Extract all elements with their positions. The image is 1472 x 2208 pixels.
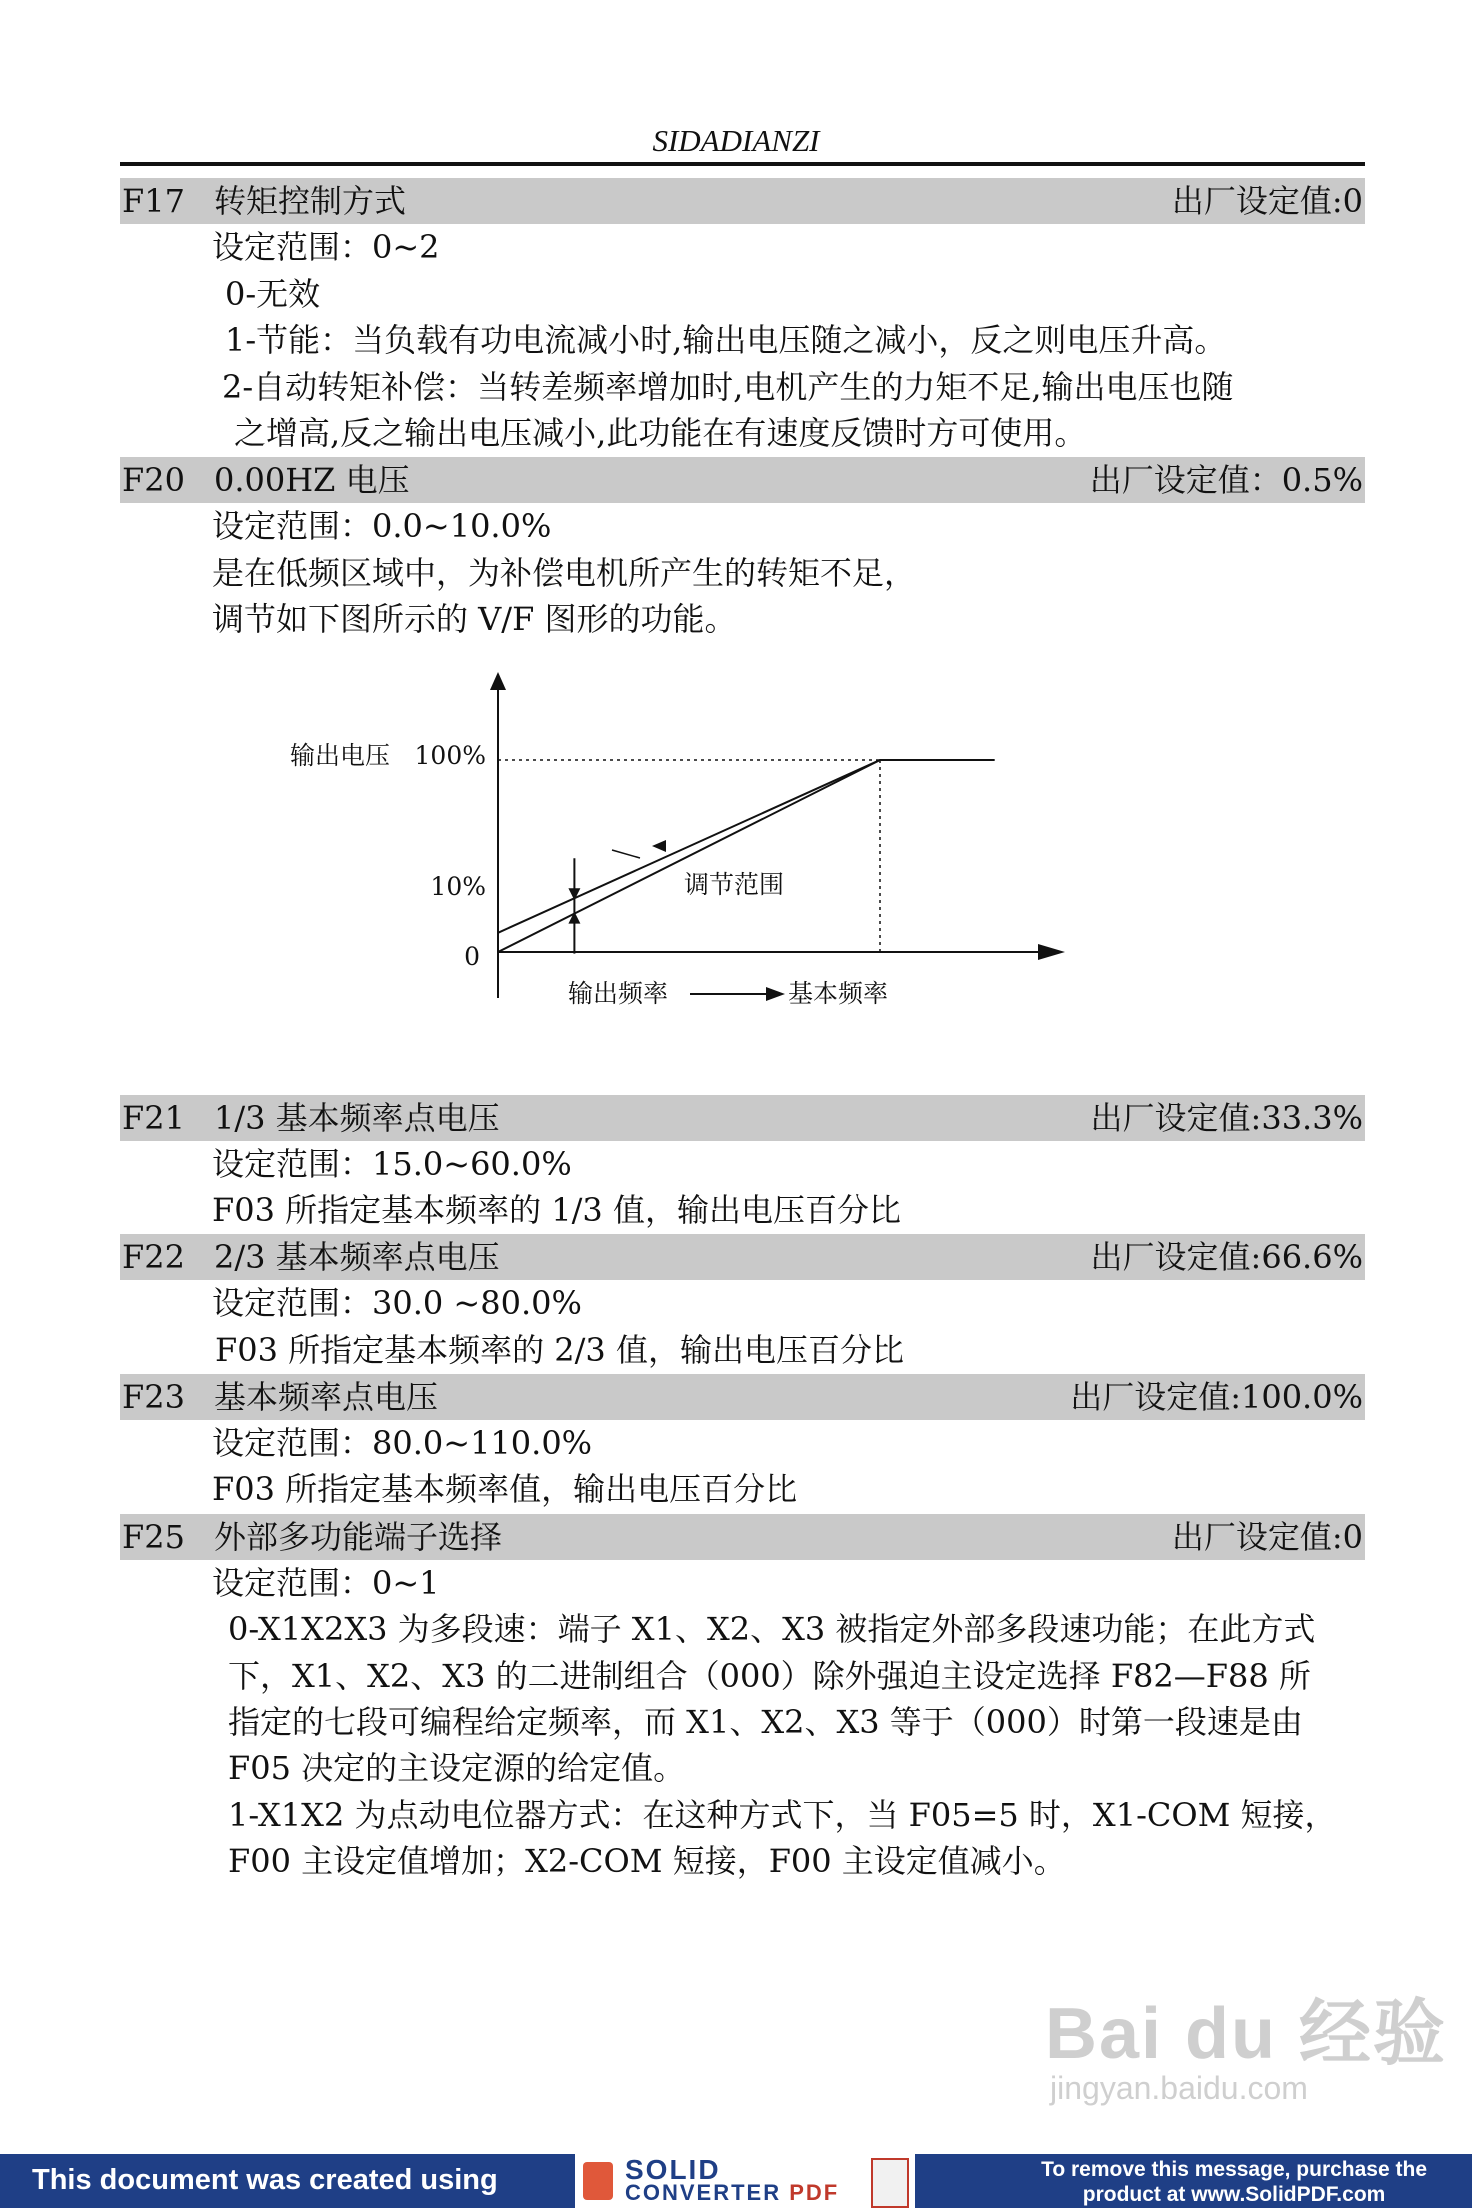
param-line: 设定范围：0.0~10.0% <box>212 507 552 545</box>
param-line: F03 所指定基本频率的 1/3 值，输出电压百分比 <box>212 1191 901 1229</box>
adjust-arrow-up <box>568 912 580 924</box>
y-tick-0: 0 <box>464 942 480 971</box>
param-default: 出厂设定值：0.5% <box>1089 461 1363 499</box>
param-default: 出厂设定值:0 <box>1171 182 1363 220</box>
banner-left-text: This document was created using <box>32 2164 498 2196</box>
adjust-range-marker <box>568 858 580 953</box>
logo-line1: SOLID <box>625 2154 721 2185</box>
x-label-arrow-head <box>766 987 785 1001</box>
watermark-url: jingyan.baidu.com <box>1050 2070 1308 2106</box>
param-line: 设定范围：30.0 ~80.0% <box>212 1284 582 1322</box>
param-line: F05 决定的主设定源的给定值。 <box>228 1749 686 1787</box>
logo-pdf: PDF <box>789 2180 840 2205</box>
vf-chart <box>270 650 1100 1030</box>
banner-right-text <box>1041 2157 1427 2207</box>
param-line: 是在低频区域中，为补偿电机所产生的转矩不足， <box>212 554 917 592</box>
param-line: F00 主设定值增加；X2-COM 短接，F00 主设定值减小。 <box>228 1842 1066 1880</box>
y-tick-10: 10% <box>430 872 486 901</box>
param-name: 1/3 基本频率点电压 <box>214 1099 500 1137</box>
param-line: 设定范围：0~1 <box>212 1564 440 1602</box>
param-name: 基本频率点电压 <box>214 1378 439 1416</box>
param-default: 出厂设定值:66.6% <box>1090 1238 1363 1276</box>
param-default: 出厂设定值:0 <box>1171 1518 1363 1556</box>
param-line: 1-节能：当负载有功电流减小时,输出电压随之减小，反之则电压升高。 <box>225 321 1227 359</box>
param-name: 0.00HZ 电压 <box>214 461 410 499</box>
param-line: F03 所指定基本频率的 2/3 值，输出电压百分比 <box>215 1331 904 1369</box>
banner-right-line1: To remove this message, purchase the <box>1041 2158 1427 2181</box>
solid-logo-icon <box>583 2162 613 2200</box>
adjust-arrow-down <box>568 888 580 900</box>
param-line: 调节如下图所示的 V/F 图形的功能。 <box>212 600 737 638</box>
y-axis-label: 输出电压 <box>290 741 391 770</box>
param-bar-f21 <box>120 1095 1365 1141</box>
param-line: 指定的七段可编程给定频率，而 X1、X2、X3 等于（000）时第一段速是由 <box>228 1703 1303 1741</box>
baidu-watermark <box>1045 1975 1448 2106</box>
solid-converter-logo[interactable] <box>575 2154 915 2208</box>
param-line: 之增高,反之输出电压减小,此功能在有速度反馈时方可使用。 <box>234 414 1087 452</box>
param-name: 转矩控制方式 <box>214 182 407 220</box>
param-line: 0-无效 <box>225 275 321 313</box>
header-rule <box>120 162 1365 166</box>
param-line: 设定范围：80.0~110.0% <box>212 1424 593 1462</box>
param-name: 2/3 基本频率点电压 <box>214 1238 500 1276</box>
solidpdf-banner <box>0 2154 1472 2208</box>
param-bar-f25 <box>120 1514 1365 1560</box>
param-code: F23 <box>122 1378 185 1416</box>
param-line: F03 所指定基本频率值，输出电压百分比 <box>212 1470 798 1508</box>
param-line: 设定范围：0~2 <box>212 228 440 266</box>
param-code: F21 <box>122 1099 185 1137</box>
param-bar-f20 <box>120 457 1365 503</box>
param-line: 1-X1X2 为点动电位器方式：在这种方式下，当 F05=5 时，X1-COM 短接， <box>228 1796 1337 1834</box>
param-line: 0-X1X2X3 为多段速：端子 X1、X2、X3 被指定外部多段速功能；在此方式 <box>228 1610 1316 1648</box>
param-code: F20 <box>122 461 185 499</box>
x-axis-label: 输出频率 <box>568 979 669 1008</box>
param-bar-f17 <box>120 178 1365 224</box>
y-tick-100: 100% <box>414 741 486 770</box>
param-name: 外部多功能端子选择 <box>214 1518 503 1556</box>
x-axis-arrow <box>1038 944 1065 960</box>
annotation-label: 调节范围 <box>684 870 785 899</box>
series-line-boosted <box>498 760 995 933</box>
banner-purchase-link[interactable]: product at www.SolidPDF.com <box>1082 2183 1386 2206</box>
param-line: 2-自动转矩补偿：当转差频率增加时,电机产生的力矩不足,输出电压也随 <box>222 368 1234 406</box>
param-bar-f23 <box>120 1374 1365 1420</box>
page-header-title: SIDADIANZI <box>652 123 820 158</box>
annotation-leader <box>612 850 640 858</box>
annotation-arrow <box>652 840 666 852</box>
pdf-document-icon <box>871 2158 909 2208</box>
watermark-logo: Bai du 经验 <box>1045 1994 1448 2074</box>
param-code: F25 <box>122 1518 185 1556</box>
param-line: 设定范围：15.0~60.0% <box>212 1145 572 1183</box>
param-line: 下，X1、X2、X3 的二进制组合（000）除外强迫主设定选择 F82—F88 所 <box>228 1657 1311 1695</box>
param-default: 出厂设定值:33.3% <box>1090 1099 1363 1137</box>
param-code: F17 <box>122 182 185 220</box>
logo-converter: CONVERTER <box>625 2180 782 2205</box>
param-default: 出厂设定值:100.0% <box>1070 1378 1363 1416</box>
logo-line2 <box>625 2180 839 2206</box>
param-code: F22 <box>122 1238 185 1276</box>
param-bar-f22 <box>120 1234 1365 1280</box>
x-axis-arrow-target: 基本频率 <box>788 979 889 1008</box>
